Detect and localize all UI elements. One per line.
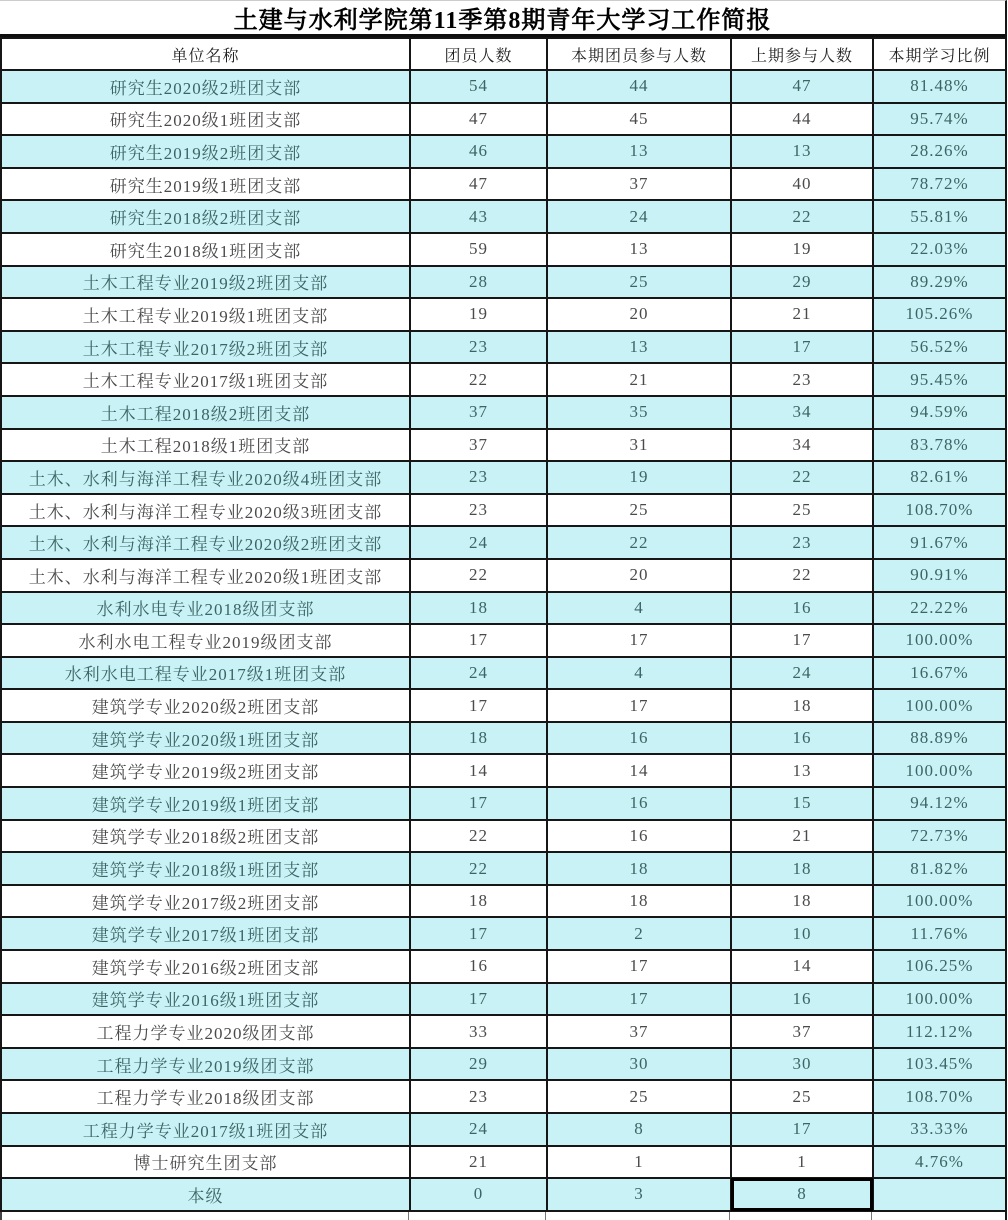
column-header-previous-participants[interactable]: 上期参与人数 <box>731 38 873 70</box>
table-row <box>1 298 1006 331</box>
cell[interactable]: 建筑学专业2020级2班团支部 <box>1 689 410 722</box>
cell[interactable]: 24 <box>731 657 873 690</box>
cell[interactable]: 95.45% <box>873 363 1006 396</box>
table-row <box>1 494 1006 527</box>
cell[interactable]: 31 <box>547 429 731 462</box>
cell[interactable]: 83.78% <box>873 429 1006 462</box>
cell[interactable]: 47 <box>731 70 873 103</box>
cell[interactable]: 29 <box>410 1048 547 1081</box>
table-row <box>1 168 1006 201</box>
cell[interactable]: 25 <box>547 1080 731 1113</box>
cell[interactable]: 16 <box>410 950 547 983</box>
cell[interactable]: 22 <box>731 461 873 494</box>
cell[interactable]: 研究生2019级2班团支部 <box>1 135 410 168</box>
column-header-unit-name[interactable]: 单位名称 <box>1 38 410 70</box>
cell[interactable]: 112.12% <box>873 1015 1006 1048</box>
cell[interactable]: 17 <box>547 624 731 657</box>
cell[interactable]: 33.33% <box>873 1113 1006 1146</box>
cell[interactable]: 22 <box>731 200 873 233</box>
cell[interactable]: 22 <box>410 820 547 853</box>
cell[interactable]: 100.00% <box>873 885 1006 918</box>
cell[interactable]: 17 <box>410 624 547 657</box>
cell[interactable]: 水利水电工程专业2017级1班团支部 <box>1 657 410 690</box>
cell[interactable] <box>873 1178 1006 1211</box>
table-row <box>1 917 1006 950</box>
table-row <box>1 233 1006 266</box>
cell[interactable]: 土木工程专业2017级2班团支部 <box>1 331 410 364</box>
cell[interactable]: 78.72% <box>873 168 1006 201</box>
cell[interactable]: 55.81% <box>873 200 1006 233</box>
cell[interactable]: 土木工程2018级2班团支部 <box>1 396 410 429</box>
cell[interactable]: 47 <box>410 168 547 201</box>
cell[interactable]: 3 <box>547 1178 731 1211</box>
cell[interactable]: 16 <box>547 820 731 853</box>
table-row <box>1 461 1006 494</box>
cell[interactable]: 94.12% <box>873 787 1006 820</box>
cell[interactable]: 25 <box>547 266 731 299</box>
cell[interactable]: 23 <box>731 363 873 396</box>
cell[interactable]: 14 <box>547 754 731 787</box>
cell[interactable]: 89.29% <box>873 266 1006 299</box>
selected-cell[interactable]: 8 <box>731 1178 873 1211</box>
cell[interactable]: 95.74% <box>873 103 1006 136</box>
cell[interactable]: 37 <box>547 168 731 201</box>
cell[interactable]: 18 <box>410 722 547 755</box>
cell[interactable]: 28.26% <box>873 135 1006 168</box>
table-row <box>1 754 1006 787</box>
cell[interactable]: 2 <box>547 917 731 950</box>
cell[interactable]: 18 <box>410 885 547 918</box>
cell[interactable]: 18 <box>410 592 547 625</box>
cell[interactable]: 8 <box>547 1113 731 1146</box>
cell[interactable]: 16.67% <box>873 657 1006 690</box>
cell[interactable]: 28 <box>410 266 547 299</box>
cell[interactable]: 水利水电专业2018级团支部 <box>1 592 410 625</box>
table-row <box>1 722 1006 755</box>
cell[interactable]: 81.48% <box>873 70 1006 103</box>
cell[interactable]: 82.61% <box>873 461 1006 494</box>
cell[interactable]: 建筑学专业2019级2班团支部 <box>1 754 410 787</box>
cell[interactable]: 22.03% <box>873 233 1006 266</box>
cell[interactable]: 建筑学专业2016级1班团支部 <box>1 983 410 1016</box>
cell[interactable]: 43 <box>410 200 547 233</box>
cell[interactable]: 20 <box>547 298 731 331</box>
cell[interactable]: 30 <box>547 1048 731 1081</box>
cell[interactable]: 91.67% <box>873 526 1006 559</box>
cell[interactable]: 4 <box>547 657 731 690</box>
cell[interactable]: 59 <box>410 233 547 266</box>
table-row <box>1 885 1006 918</box>
table-row <box>1 983 1006 1016</box>
cell[interactable]: 本级 <box>1 1178 410 1211</box>
cell[interactable]: 研究生2018级2班团支部 <box>1 200 410 233</box>
cell[interactable]: 18 <box>731 852 873 885</box>
cell[interactable]: 18 <box>547 852 731 885</box>
table-row <box>1 657 1006 690</box>
table-row <box>1 70 1006 103</box>
cell[interactable]: 16 <box>731 592 873 625</box>
table-row <box>1 950 1006 983</box>
cell[interactable]: 1 <box>547 1146 731 1179</box>
cell[interactable]: 24 <box>410 526 547 559</box>
cell[interactable]: 34 <box>731 429 873 462</box>
cell[interactable]: 37 <box>410 396 547 429</box>
cell[interactable]: 25 <box>731 494 873 527</box>
cell[interactable]: 19 <box>547 461 731 494</box>
cell[interactable]: 37 <box>410 429 547 462</box>
cell[interactable]: 0 <box>410 1178 547 1211</box>
cell[interactable]: 博士研究生团支部 <box>1 1146 410 1179</box>
cell[interactable]: 24 <box>547 200 731 233</box>
cell[interactable]: 建筑学专业2016级2班团支部 <box>1 950 410 983</box>
cell[interactable]: 17 <box>731 331 873 364</box>
cell[interactable]: 21 <box>731 298 873 331</box>
cell[interactable]: 100.00% <box>873 689 1006 722</box>
cell[interactable]: 22 <box>547 526 731 559</box>
header-row <box>1 38 1006 70</box>
column-header-member-count[interactable]: 团员人数 <box>410 38 547 70</box>
cell[interactable]: 建筑学专业2020级1班团支部 <box>1 722 410 755</box>
cell[interactable]: 100.00% <box>873 624 1006 657</box>
cell[interactable]: 106.25% <box>873 950 1006 983</box>
cell[interactable]: 23 <box>410 461 547 494</box>
cell[interactable]: 17 <box>410 787 547 820</box>
table-row <box>1 559 1006 592</box>
cell[interactable]: 21 <box>547 363 731 396</box>
cell[interactable]: 40 <box>731 168 873 201</box>
cell[interactable]: 108.70% <box>873 1080 1006 1113</box>
table-row <box>1 429 1006 462</box>
cell[interactable]: 土木、水利与海洋工程专业2020级3班团支部 <box>1 494 410 527</box>
cell[interactable]: 72.73% <box>873 820 1006 853</box>
cell[interactable]: 25 <box>547 494 731 527</box>
cell[interactable]: 17 <box>547 689 731 722</box>
cell[interactable]: 100.00% <box>873 983 1006 1016</box>
table-row <box>1 787 1006 820</box>
cell[interactable]: 44 <box>547 70 731 103</box>
cell[interactable]: 22 <box>410 363 547 396</box>
cell[interactable]: 工程力学专业2019级团支部 <box>1 1048 410 1081</box>
cell[interactable]: 37 <box>731 1015 873 1048</box>
cell[interactable]: 88.89% <box>873 722 1006 755</box>
table-row <box>1 103 1006 136</box>
cell[interactable]: 23 <box>410 1080 547 1113</box>
partial-next-row <box>0 1212 1005 1220</box>
partial-row-cell <box>546 1212 730 1220</box>
cell[interactable]: 工程力学专业2018级团支部 <box>1 1080 410 1113</box>
cell[interactable]: 16 <box>731 722 873 755</box>
partial-row-cell <box>2 1212 409 1220</box>
table-row <box>1 1146 1006 1179</box>
cell[interactable]: 研究生2020级2班团支部 <box>1 70 410 103</box>
cell[interactable]: 108.70% <box>873 494 1006 527</box>
cell[interactable]: 19 <box>731 233 873 266</box>
cell[interactable]: 13 <box>547 135 731 168</box>
cell[interactable]: 13 <box>547 331 731 364</box>
cell[interactable]: 90.91% <box>873 559 1006 592</box>
cell[interactable]: 23 <box>731 526 873 559</box>
cell[interactable]: 18 <box>731 885 873 918</box>
cell[interactable]: 土木工程专业2019级1班团支部 <box>1 298 410 331</box>
cell[interactable]: 13 <box>731 754 873 787</box>
cell[interactable]: 22 <box>731 559 873 592</box>
cell[interactable]: 18 <box>731 689 873 722</box>
cell[interactable]: 33 <box>410 1015 547 1048</box>
cell[interactable]: 45 <box>547 103 731 136</box>
cell[interactable]: 37 <box>547 1015 731 1048</box>
cell[interactable]: 土木工程专业2019级2班团支部 <box>1 266 410 299</box>
cell[interactable]: 14 <box>410 754 547 787</box>
cell[interactable]: 15 <box>731 787 873 820</box>
column-header-study-ratio[interactable]: 本期学习比例 <box>873 38 1006 70</box>
cell[interactable]: 24 <box>410 1113 547 1146</box>
column-header-current-participants[interactable]: 本期团员参与人数 <box>547 38 731 70</box>
cell[interactable]: 100.00% <box>873 754 1006 787</box>
cell[interactable]: 29 <box>731 266 873 299</box>
table-row <box>1 1113 1006 1146</box>
cell[interactable]: 土木工程专业2017级1班团支部 <box>1 363 410 396</box>
cell[interactable]: 土木、水利与海洋工程专业2020级1班团支部 <box>1 559 410 592</box>
cell[interactable]: 4 <box>547 592 731 625</box>
cell[interactable]: 103.45% <box>873 1048 1006 1081</box>
cell[interactable]: 17 <box>410 689 547 722</box>
cell[interactable]: 17 <box>547 950 731 983</box>
cell[interactable]: 研究生2020级1班团支部 <box>1 103 410 136</box>
cell[interactable]: 105.26% <box>873 298 1006 331</box>
cell[interactable]: 46 <box>410 135 547 168</box>
cell[interactable]: 16 <box>547 787 731 820</box>
cell[interactable]: 44 <box>731 103 873 136</box>
cell[interactable]: 17 <box>731 1113 873 1146</box>
cell[interactable]: 23 <box>410 331 547 364</box>
cell[interactable]: 17 <box>410 983 547 1016</box>
cell[interactable]: 14 <box>731 950 873 983</box>
table-row <box>1 135 1006 168</box>
cell[interactable]: 4.76% <box>873 1146 1006 1179</box>
cell[interactable]: 54 <box>410 70 547 103</box>
table-row <box>1 266 1006 299</box>
table-row <box>1 689 1006 722</box>
cell[interactable]: 22 <box>410 852 547 885</box>
cell[interactable]: 18 <box>547 885 731 918</box>
cell[interactable]: 17 <box>410 917 547 950</box>
cell[interactable]: 19 <box>410 298 547 331</box>
cell[interactable]: 土木、水利与海洋工程专业2020级2班团支部 <box>1 526 410 559</box>
cell[interactable]: 30 <box>731 1048 873 1081</box>
cell[interactable]: 21 <box>410 1146 547 1179</box>
cell[interactable]: 34 <box>731 396 873 429</box>
cell[interactable]: 水利水电工程专业2019级团支部 <box>1 624 410 657</box>
table-row <box>1 852 1006 885</box>
table-row <box>1 363 1006 396</box>
table-row <box>1 331 1006 364</box>
table-row <box>1 1015 1006 1048</box>
table-row <box>1 1178 1006 1211</box>
cell[interactable]: 47 <box>410 103 547 136</box>
cell[interactable]: 16 <box>731 983 873 1016</box>
cell[interactable]: 建筑学专业2018级1班团支部 <box>1 852 410 885</box>
cell[interactable]: 20 <box>547 559 731 592</box>
cell[interactable]: 94.59% <box>873 396 1006 429</box>
cell[interactable]: 56.52% <box>873 331 1006 364</box>
cell[interactable]: 研究生2018级1班团支部 <box>1 233 410 266</box>
partial-row-cell <box>730 1212 872 1220</box>
cell[interactable]: 建筑学专业2017级2班团支部 <box>1 885 410 918</box>
table-row <box>1 1048 1006 1081</box>
table-row <box>1 396 1006 429</box>
cell[interactable]: 土木、水利与海洋工程专业2020级4班团支部 <box>1 461 410 494</box>
table-row <box>1 592 1006 625</box>
cell[interactable]: 13 <box>731 135 873 168</box>
table-row <box>1 200 1006 233</box>
cell[interactable]: 工程力学专业2020级团支部 <box>1 1015 410 1048</box>
cell[interactable]: 研究生2019级1班团支部 <box>1 168 410 201</box>
cell[interactable]: 1 <box>731 1146 873 1179</box>
cell[interactable]: 建筑学专业2019级1班团支部 <box>1 787 410 820</box>
cell[interactable]: 81.82% <box>873 852 1006 885</box>
cell[interactable]: 16 <box>547 722 731 755</box>
cell[interactable]: 22 <box>410 559 547 592</box>
table-row <box>1 624 1006 657</box>
cell[interactable]: 24 <box>410 657 547 690</box>
cell[interactable]: 25 <box>731 1080 873 1113</box>
cell[interactable]: 土木工程2018级1班团支部 <box>1 429 410 462</box>
cell[interactable]: 建筑学专业2017级1班团支部 <box>1 917 410 950</box>
cell[interactable]: 10 <box>731 917 873 950</box>
cell[interactable]: 工程力学专业2017级1班团支部 <box>1 1113 410 1146</box>
table-row <box>1 1080 1006 1113</box>
table-row <box>1 820 1006 853</box>
report-table <box>0 37 1007 1212</box>
cell[interactable]: 23 <box>410 494 547 527</box>
cell[interactable]: 11.76% <box>873 917 1006 950</box>
cell[interactable]: 17 <box>547 983 731 1016</box>
cell[interactable]: 17 <box>731 624 873 657</box>
cell[interactable]: 35 <box>547 396 731 429</box>
partial-row-cell <box>872 1212 1003 1220</box>
cell[interactable]: 13 <box>547 233 731 266</box>
table-row <box>1 526 1006 559</box>
partial-row-cell <box>409 1212 546 1220</box>
cell[interactable]: 21 <box>731 820 873 853</box>
cell[interactable]: 建筑学专业2018级2班团支部 <box>1 820 410 853</box>
report-title-cell[interactable]: 土建与水利学院第11季第8期青年大学习工作简报 <box>0 1 1005 37</box>
cell[interactable]: 22.22% <box>873 592 1006 625</box>
